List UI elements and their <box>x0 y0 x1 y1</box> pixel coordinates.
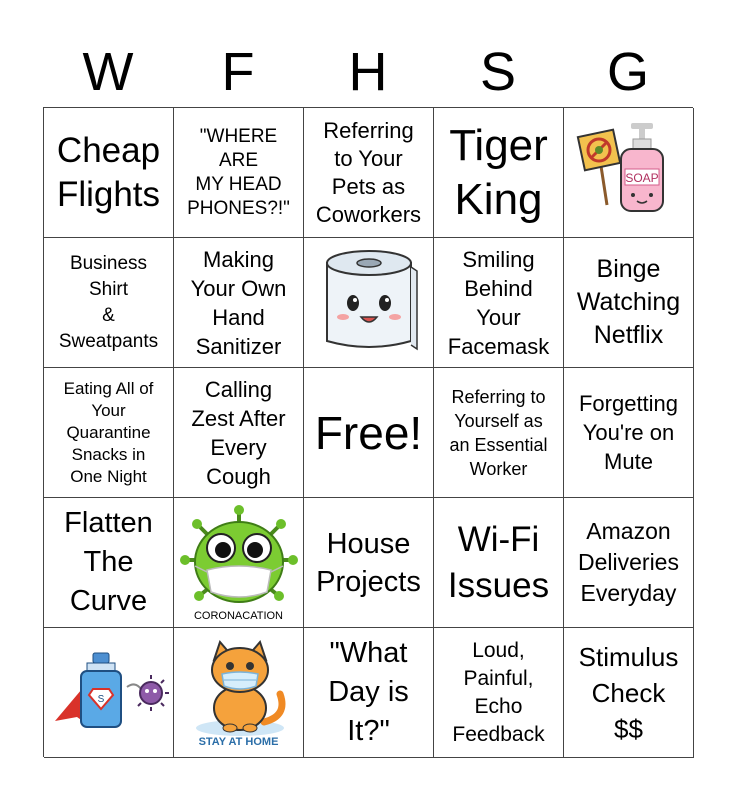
cell-echo-feedback[interactable]: Loud, Painful, Echo Feedback <box>434 628 564 758</box>
stay-at-home-caption: STAY AT HOME <box>198 735 279 748</box>
cell-soap-image[interactable] <box>564 108 694 238</box>
cell-sanitizer-hero-image[interactable] <box>44 628 174 758</box>
cell-pets-coworkers[interactable]: Referring to Your Pets as Coworkers <box>304 108 434 238</box>
cell-stay-home-cat-image[interactable] <box>174 628 304 758</box>
superhero-s-glyph: S <box>97 693 104 705</box>
cell-headphones[interactable]: "WHERE ARE MY HEAD PHONES?!" <box>174 108 304 238</box>
cell-smiling-facemask[interactable]: Smiling Behind Your Facemask <box>434 238 564 368</box>
cell-house-projects[interactable]: House Projects <box>304 498 434 628</box>
cell-what-day[interactable]: "What Day is It?" <box>304 628 434 758</box>
cell-quarantine-snacks[interactable]: Eating All of Your Quarantine Snacks in One Night <box>44 368 174 498</box>
cell-tiger-king[interactable]: Tiger King <box>434 108 564 238</box>
soap-label: SOAP <box>624 170 659 185</box>
header-letter-h: H <box>348 42 388 102</box>
cell-zest-cough[interactable]: Calling Zest After Every Cough <box>174 368 304 498</box>
header-letter-w: W <box>82 42 134 102</box>
cell-toilet-paper-image[interactable] <box>304 238 434 368</box>
cell-coronacation-image[interactable] <box>174 498 304 628</box>
coronavirus-mask-icon <box>177 504 301 612</box>
cell-forgetting-mute[interactable]: Forgetting You're on Mute <box>564 368 694 498</box>
toilet-paper-icon <box>307 241 431 365</box>
bingo-header <box>43 42 693 102</box>
cell-business-shirt[interactable]: Business Shirt & Sweatpants <box>44 238 174 368</box>
cell-essential-worker[interactable]: Referring to Yourself as an Essential Worker <box>434 368 564 498</box>
bingo-card <box>43 107 693 757</box>
cat-mask-icon <box>184 638 294 738</box>
coronacation-caption: CORONACATION <box>193 609 284 622</box>
header-letter-s: S <box>479 42 517 102</box>
cell-free-space[interactable]: Free! <box>304 368 434 498</box>
cell-hand-sanitizer[interactable]: Making Your Own Hand Sanitizer <box>174 238 304 368</box>
cell-flatten-curve[interactable]: Flatten The Curve <box>44 498 174 628</box>
cell-amazon-deliveries[interactable]: Amazon Deliveries Everyday <box>564 498 694 628</box>
cell-cheap-flights[interactable]: Cheap Flights <box>44 108 174 238</box>
cell-wifi-issues[interactable]: Wi-Fi Issues <box>434 498 564 628</box>
cell-binge-netflix[interactable]: Binge Watching Netflix <box>564 238 694 368</box>
header-letter-g: G <box>606 42 649 102</box>
soap-bottle-icon <box>569 113 689 233</box>
header-letter-f: F <box>221 42 255 102</box>
sanitizer-superhero-icon <box>47 643 171 743</box>
cell-stimulus-check[interactable]: Stimulus Check $$ <box>564 628 694 758</box>
